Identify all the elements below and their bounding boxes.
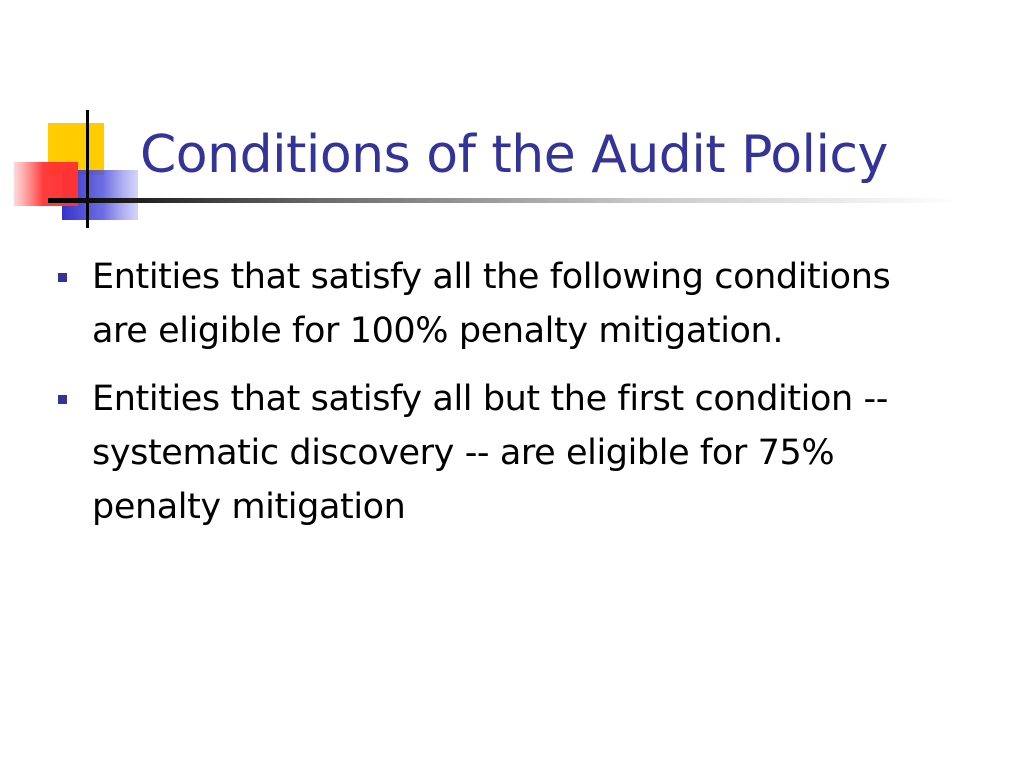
decor-vertical-line [86,110,89,228]
square-bullet-icon [58,395,67,404]
bullet-list [56,250,956,548]
slide-title: Conditions of the Audit Policy [140,125,888,185]
square-bullet-icon [58,273,67,282]
bullet-item [56,372,956,534]
bullet-text: Entities that satisfy all but the first condition -- systematic discovery -- are eligible for 75% penalty mitigation [92,379,888,527]
corner-squares-decoration [0,0,150,240]
bullet-text: Entities that satisfy all the following conditions are eligible for 100% penalty mitigation. [92,257,891,351]
title-underline [48,198,960,203]
bullet-item [56,250,956,358]
